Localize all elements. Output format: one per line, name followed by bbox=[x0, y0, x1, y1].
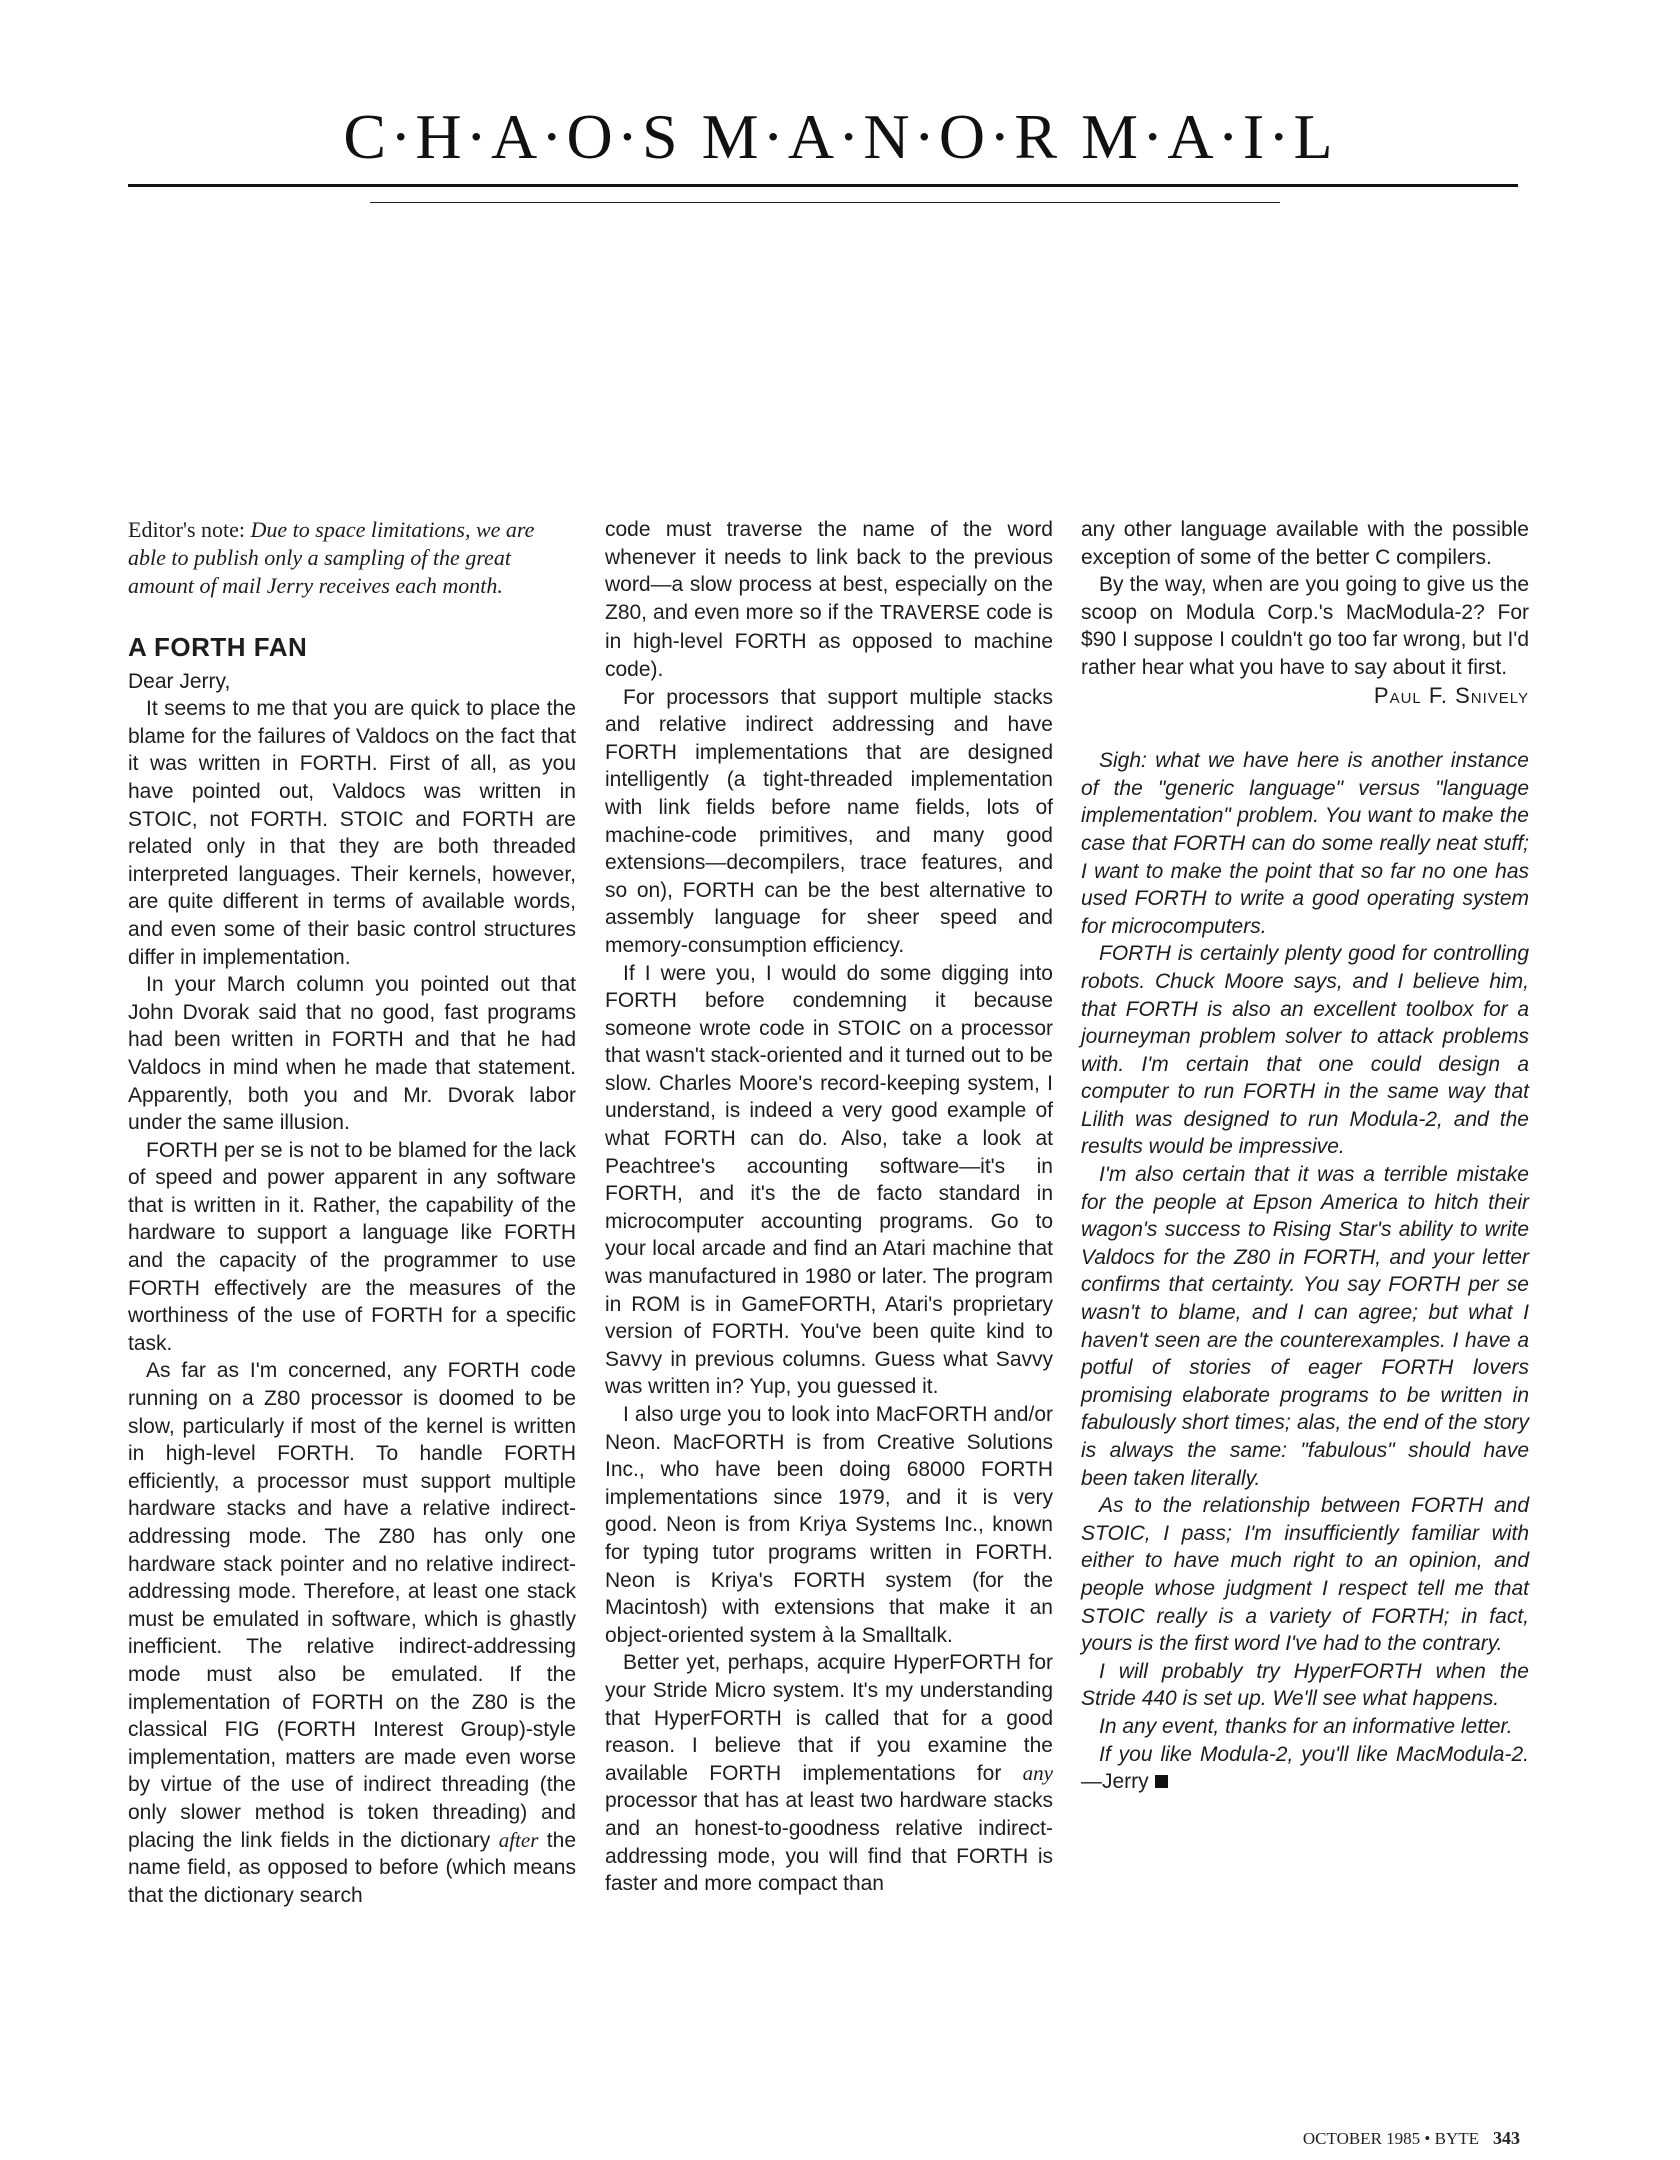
letter-paragraph bbox=[128, 1357, 576, 1909]
traverse-keyword: TRAVERSE bbox=[879, 602, 981, 626]
letter-paragraph: If I were you, I would do some digging into FORTH before condemning it because someone wrote code in STOIC on a processor that wasn't stack-oriented and it turned out to be slow. Charles Moore's record-keeping system, I understand, is indeed a very good example of what FORTH can do. Also, take a look at Peachtree's accounting software—it's in FORTH, and it's the de facto standard in microcomputer accounting programs. Go to your local arcade and find an Atari machine that was manufactured in 1980 or later. The program in ROM is in GameFORTH, Atari's proprietary version of FORTH. You've been quite kind to Savvy in previous columns. Guess what Savvy was written in? Yup, you guessed it. bbox=[605, 961, 1053, 1399]
letter-text: code is in high-level FORTH as opposed to machine code). bbox=[605, 600, 1054, 681]
reply-paragraph: I'm also certain that it was a terrible mistake for the people at Epson America to hitch their wagon's success to Rising Star's ability to write Valdocs for the Z80 in FORTH, and your letter confirms that certainty. You say FORTH per se wasn't to blame, and I can agree; but what I haven't seen are the counterexamples. I have a potful of stories of eager FORTH lovers promising elaborate programs to be written in fabulously short times; alas, the end of the story is always the same: "fabulous" should have been taken literally. bbox=[1081, 1163, 1529, 1490]
reply-closing-text: If you like Modula-2, you'll like MacModula-2. bbox=[1099, 1742, 1529, 1766]
letter-signature: Paul F. Snively bbox=[1373, 682, 1529, 708]
editor-note-label: Editor's note: bbox=[128, 517, 246, 542]
reply-paragraph: In any event, thanks for an informative letter. bbox=[1099, 1714, 1513, 1738]
letter-title: A FORTH FAN bbox=[128, 632, 308, 662]
reply-paragraph: FORTH is certainly plenty good for controlling robots. Chuck Moore says, and I believe him, that FORTH is also an excellent toolbox for a journeyman problem solver to attack problems with. I'm certain that one could design a computer to run FORTH in the same way that Lilith was designed to run Modula-2, and the results would be impressive. bbox=[1081, 942, 1529, 1159]
reply-paragraph: Sigh: what we have here is another instance of the "generic language" versus "language implementation" problem. You want to make the case that FORTH can do some really neat stuff; I want to make the point that so far no one has used FORTH to write a good operating system for microcomputers. bbox=[1081, 749, 1529, 938]
reply-closing bbox=[1081, 1741, 1529, 1796]
letter-paragraph: I also urge you to look into MacFORTH and/or Neon. MacFORTH is from Creative Solutions Inc., who have been doing 68000 FORTH implementations since 1979, and it is very good. Neon is from Kriya Systems Inc., known for typing tutor programs written in FORTH. Neon is Kriya's FORTH system (for the Macintosh) with extensions that make it an object-oriented system à la Smalltalk. bbox=[605, 1403, 1053, 1647]
masthead-title: C·H·A·O·S M·A·N·O·R M·A·I·L bbox=[343, 101, 1337, 172]
letter-paragraph-continued bbox=[605, 516, 1053, 684]
letter-text: code must traverse the name of the word whenever it needs to link back to the previous word—a slow process at best, especially on the Z80, and even more so if the bbox=[605, 518, 1053, 624]
letter-paragraph: In your March column you pointed out that John Dvorak said that no good, fast programs had been written in FORTH and that he had Valdocs in mind when he made that statement. Apparently, both you and Mr. Dvorak labor under the same illusion. bbox=[128, 973, 576, 1135]
column-2 bbox=[605, 516, 1053, 1898]
issue-label: OCTOBER 1985 • BYTE bbox=[1302, 2129, 1479, 2148]
salutation: Dear Jerry, bbox=[128, 669, 231, 693]
column-3 bbox=[1081, 516, 1529, 1796]
letter-paragraph-continued: any other language available with the possible exception of some of the better C compilers. bbox=[1081, 518, 1529, 569]
letter-paragraph: For processors that support multiple stacks and relative indirect addressing and have FORTH implementations that are designed intelligently (a tight-threaded implementation with link fields before name fields, lots of machine-code primitives, and many good extensions—decompilers, trace features, and so on), FORTH can be the best alternative to assembly language for sheer speed and memory-consumption efficiency. bbox=[605, 685, 1053, 957]
reply-paragraph: I will probably try HyperFORTH when the Stride 440 is set up. We'll see what happens. bbox=[1081, 1659, 1529, 1711]
letter-paragraph-tail: the name field, as opposed to before (which means that the dictionary search bbox=[128, 1828, 576, 1907]
end-mark-icon bbox=[1155, 1775, 1168, 1788]
column-1 bbox=[128, 516, 576, 1909]
masthead-rule-thin bbox=[370, 202, 1280, 203]
emphasis-after: after bbox=[498, 1827, 539, 1852]
letter-text: processor that has at least two hardware stacks and an honest-to-goodness relative indirect-addressing mode, you will find that FORTH is faster and more compact than bbox=[605, 1789, 1053, 1896]
page-number: 343 bbox=[1493, 2128, 1520, 2148]
reply-sign: —Jerry bbox=[1081, 1770, 1149, 1794]
letter-paragraph: It seems to me that you are quick to place the blame for the failures of Valdocs on the fact that it was written in FORTH. First of all, as you have pointed out, Valdocs was written in STOIC, not FORTH. STOIC and FORTH are related only in that they are both threaded interpreted languages. Their kernels, however, are quite different in terms of available words, and even some of their basic control structures differ in implementation. bbox=[128, 697, 576, 969]
page-footer bbox=[1303, 2128, 1520, 2149]
letter-paragraph-text: As far as I'm concerned, any FORTH code running on a Z80 processor is doomed to be slow, particularly if most of the kernel is written in high-level FORTH. To handle FORTH efficiently, a processor must support multiple hardware stacks and have a relative indirect-addressing mode. The Z80 has only one hardware stack pointer and no relative indirect-addressing mode. Therefore, at least one stack must be emulated in software, which is ghastly inefficient. The relative indirect-addressing mode must also be emulated. If the implementation of FORTH on the Z80 is the classical FIG (FORTH Interest Group)-style implementation, matters are made even worse by virtue of the use of indirect threading (the only slower method is token threading) and placing the link fields in the dictionary bbox=[128, 1359, 576, 1852]
emphasis-any: any bbox=[1022, 1760, 1053, 1785]
letter-paragraph: By the way, when are you going to give us the scoop on Modula Corp.'s MacModula-2? For $90 I suppose I couldn't go too far wrong, but I'd rather hear what you have to say about it first. bbox=[1081, 573, 1529, 679]
masthead-rule-thick bbox=[128, 184, 1518, 187]
letter-text: Better yet, perhaps, acquire HyperFORTH for your Stride Micro system. It's my understanding that HyperFORTH is called that for a good reason. I believe that if you examine the available FORTH implementations for bbox=[605, 1651, 1053, 1785]
editor-note bbox=[128, 516, 576, 600]
letter-paragraph bbox=[605, 1649, 1053, 1897]
letter-paragraph: FORTH per se is not to be blamed for the lack of speed and power apparent in any software that is written in it. Rather, the capability of the hardware to support a language like FORTH and the capacity of the programmer to use FORTH effectively are the measures of the worthiness of the use of FORTH for a specific task. bbox=[128, 1138, 576, 1355]
reply-paragraph: As to the relationship between FORTH and STOIC, I pass; I'm insufficiently familiar with either to have much right to an opinion, and people whose judgment I respect tell me that STOIC really is a variety of FORTH; in fact, yours is the first word I've had to the contrary. bbox=[1081, 1494, 1529, 1656]
editor-note-text: Due to space limitations, we are able to publish only a sampling of the great amount of mail Jerry receives each month. bbox=[128, 517, 535, 598]
editor-reply bbox=[1081, 747, 1529, 1796]
